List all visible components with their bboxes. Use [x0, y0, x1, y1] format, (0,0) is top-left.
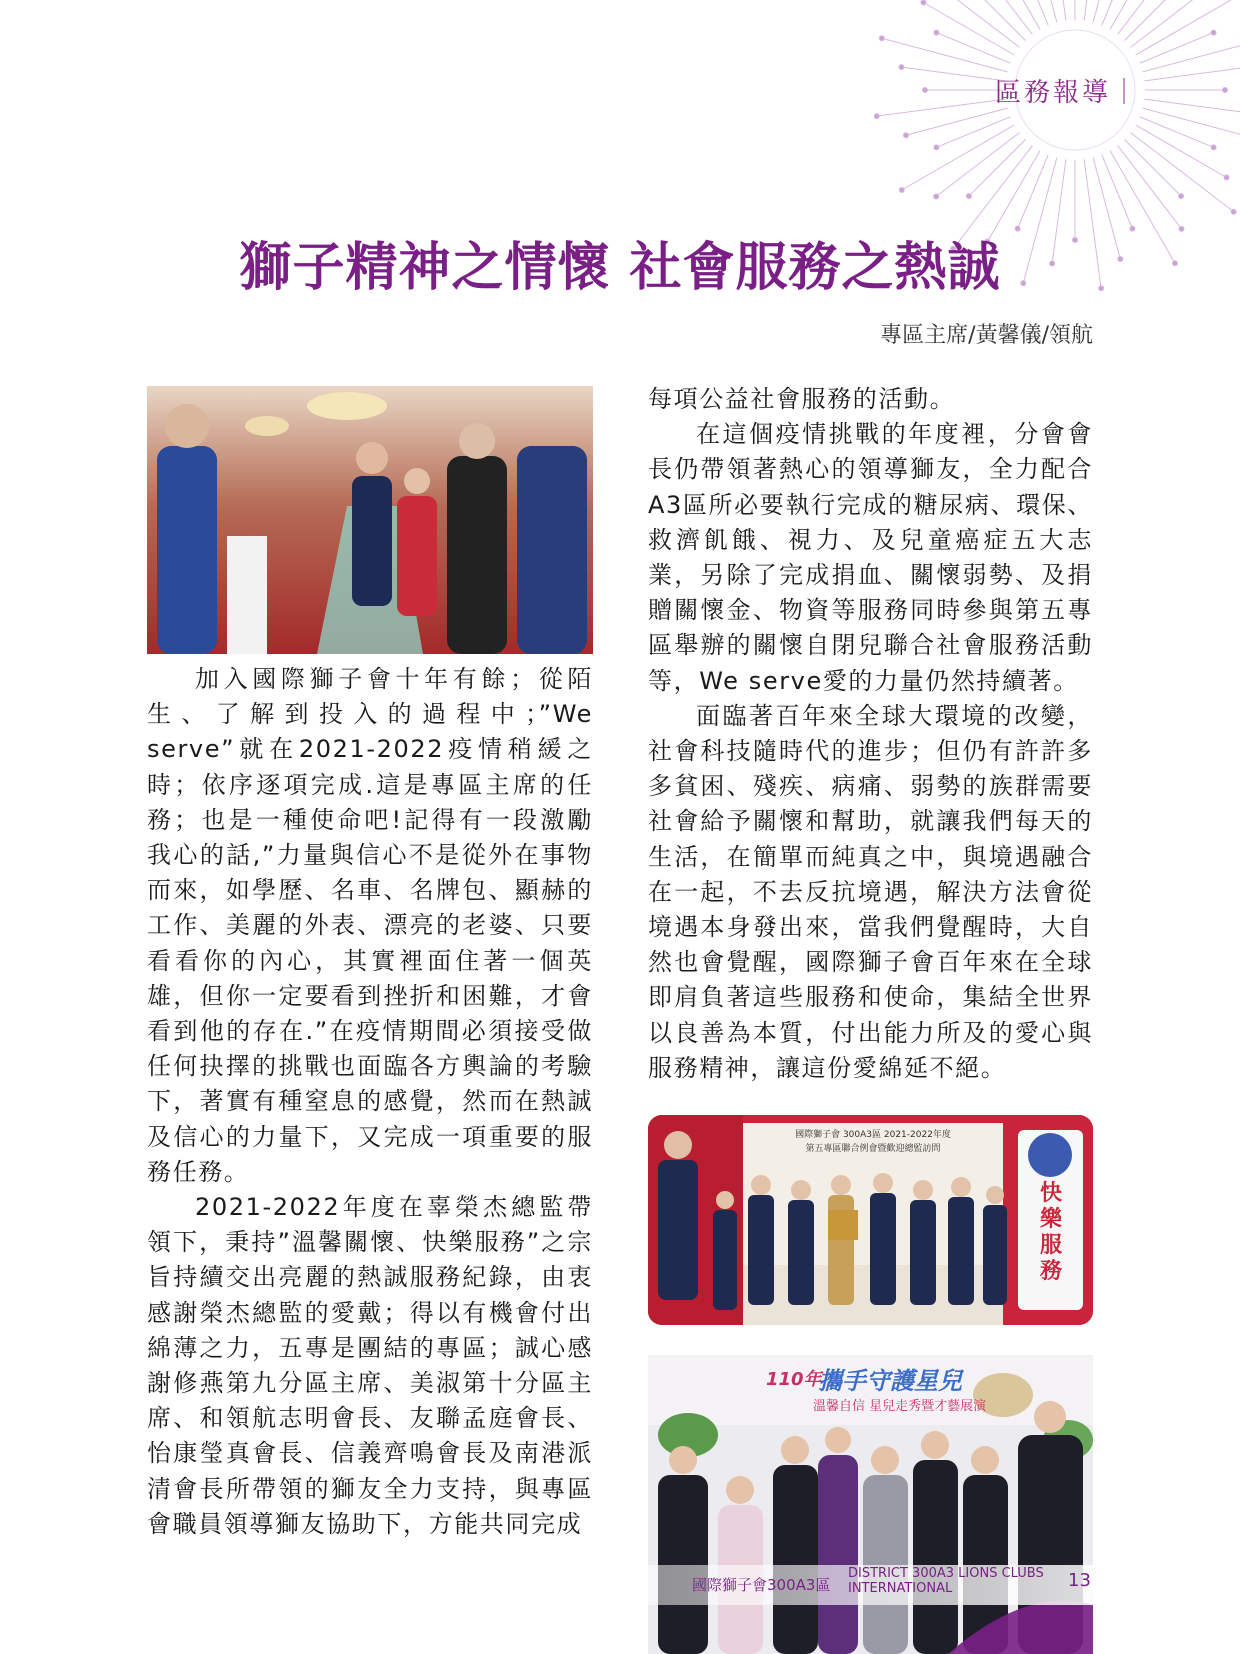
event-banner-sub: 溫馨自信 星兒走秀暨才藝展演 — [813, 1399, 987, 1414]
burst-ray — [1102, 155, 1133, 229]
burst-ray — [1136, 0, 1240, 55]
section-label: 區務報導｜ — [994, 78, 1140, 108]
burst-dot — [879, 36, 884, 41]
footer-org-en: DISTRICT 300A3 LIONS CLUBS INTERNATIONAL — [848, 1566, 1044, 1596]
right-column — [648, 382, 1093, 1086]
burst-ray — [1093, 0, 1127, 22]
burst-ray — [923, 3, 1014, 56]
burst-dot — [1231, 209, 1236, 214]
burst-dot — [966, 194, 971, 199]
article-title: 獅子精神之情懷 社會服務之熱誠 — [239, 238, 1001, 298]
burst-dot — [934, 145, 939, 150]
burst-dot — [934, 194, 939, 199]
paragraph: 每項公益社會服務的活動。 — [648, 385, 956, 413]
burst-dot — [1211, 145, 1216, 150]
event-banner-year: 110年 — [766, 1369, 822, 1390]
article-byline: 專區主席/黃馨儀/領航 — [880, 323, 1093, 348]
burst-dot — [923, 88, 928, 93]
burst-ray — [1124, 0, 1181, 41]
burst-ray — [969, 139, 1026, 196]
paragraph: 面臨著百年來全球大環境的改變，社會科技隨時代的進步；但仍有許許多多貧困、殘疾、病痛、弱勢的族群需要社會給予關懷和幫助，就讓我們每天的生活，在簡單而純真之中，與境遇融合在一起，不去反抗境遇，解決方法會從境遇本身發出來，當我們覺醒時，大自然也會覺醒，國際獅子會百年來在全球即肩負著這些服務和使命，集結全世界以良善為本質，付出能力所及的愛心與服務精神，讓這份愛綿延不絕。 — [648, 701, 1093, 1082]
event-banner-slogan: 攜手守護星兒 — [818, 1367, 962, 1395]
burst-dot — [1211, 30, 1216, 35]
burst-ray — [1144, 64, 1240, 81]
burst-ray — [1144, 99, 1240, 113]
burst-ray — [1131, 0, 1214, 47]
burst-ray — [969, 0, 1026, 41]
ceremony-photo — [147, 386, 593, 654]
burst-ray — [1143, 108, 1240, 142]
burst-ray — [1140, 117, 1214, 148]
burst-ray — [906, 108, 1007, 135]
burst-dot — [921, 0, 926, 5]
burst-ray — [1143, 45, 1240, 72]
paragraph: 加入國際獅子會十年有餘；從陌生、了解到投入的過程中；”We serve”就在2021-2022疫情稍緩之時；依序逐項完成.這是專區主席的任務；也是一種使命吧!記得有一段激勵我心的話,”力量與信心不是從外在事物而來，如學歷、名車、名牌包、顯赫的工作、美麗的外表、漂亮的老婆、只要看看你的內心，其實裡面住著一個英雄，但你一定要看到挫折和困難，才會看到他的存在.”在疫情期間必須接受做任何抉擇的挑戰也面臨各方輿論的考驗下，著實有種窒息的感覺，然而在熱誠及信心的力量下，又完成一項重要的服務任務。 — [147, 665, 593, 1186]
left-column — [147, 662, 593, 1542]
event-group-photo — [648, 1355, 1093, 1654]
burst-dot — [1224, 175, 1229, 180]
footer-org-cn: 國際獅子會300A3區 — [692, 1576, 831, 1594]
paragraph: 2021-2022年度在辜榮杰總監帶領下，秉持”溫馨關懷、快樂服務”之宗旨持續交出亮麗的熱誠服務紀錄，由衷感謝榮杰總監的愛戴；得以有機會付出綿薄之力，五專是團結的專區；誠心感謝修燕第九分區主席、美淑第十分區主席、和領航志明會長、友聯孟庭會長、怡康瑩真會長、信義齊鳴會長及南港派清會長所帶領的獅友全力支持，與專區會職員領導獅友協助下，方能共同完成 — [147, 1193, 593, 1538]
burst-ray — [936, 117, 1010, 148]
banner-line2: 第五專區聯合例會暨歡迎總監訪問 — [805, 1144, 941, 1154]
burst-ray — [1018, 155, 1049, 229]
burst-dot — [874, 114, 879, 119]
burst-ray — [936, 33, 1010, 64]
page-number: 13 — [1068, 1570, 1091, 1591]
burst-ray — [1124, 139, 1181, 196]
burst-ray — [1140, 33, 1214, 64]
banner-line1: 國際獅子會 300A3區 2021-2022年度 — [795, 1130, 951, 1140]
burst-ray — [1084, 0, 1098, 21]
burst-ray — [968, 0, 1032, 34]
burst-ray — [975, 0, 1040, 29]
paragraph: 在這個疫情挑戰的年度裡，分會會長仍帶領著熱心的領導獅友，全力配合A3區所必要執行完成的糖尿病、環保、救濟飢餓、視力、及兒童癌症五大志業，另除了完成捐血、關懷弱勢、及捐贈關懷金、物資等服務同時參與第五專區舉辦的關懷自閉兒聯合社會服務活動等，We serve愛的力量仍然持續著。 — [648, 420, 1093, 695]
burst-ray — [1110, 0, 1163, 29]
burst-dot — [899, 65, 904, 70]
burst-dot — [903, 133, 908, 138]
banner-side-text: 快樂服務 — [1040, 1181, 1063, 1284]
burst-dot — [899, 188, 904, 193]
burst-dot — [1179, 194, 1184, 199]
group-stage-photo — [648, 1115, 1093, 1325]
burst-dot — [934, 30, 939, 35]
burst-ray — [1136, 125, 1227, 178]
burst-dot — [1223, 88, 1228, 93]
